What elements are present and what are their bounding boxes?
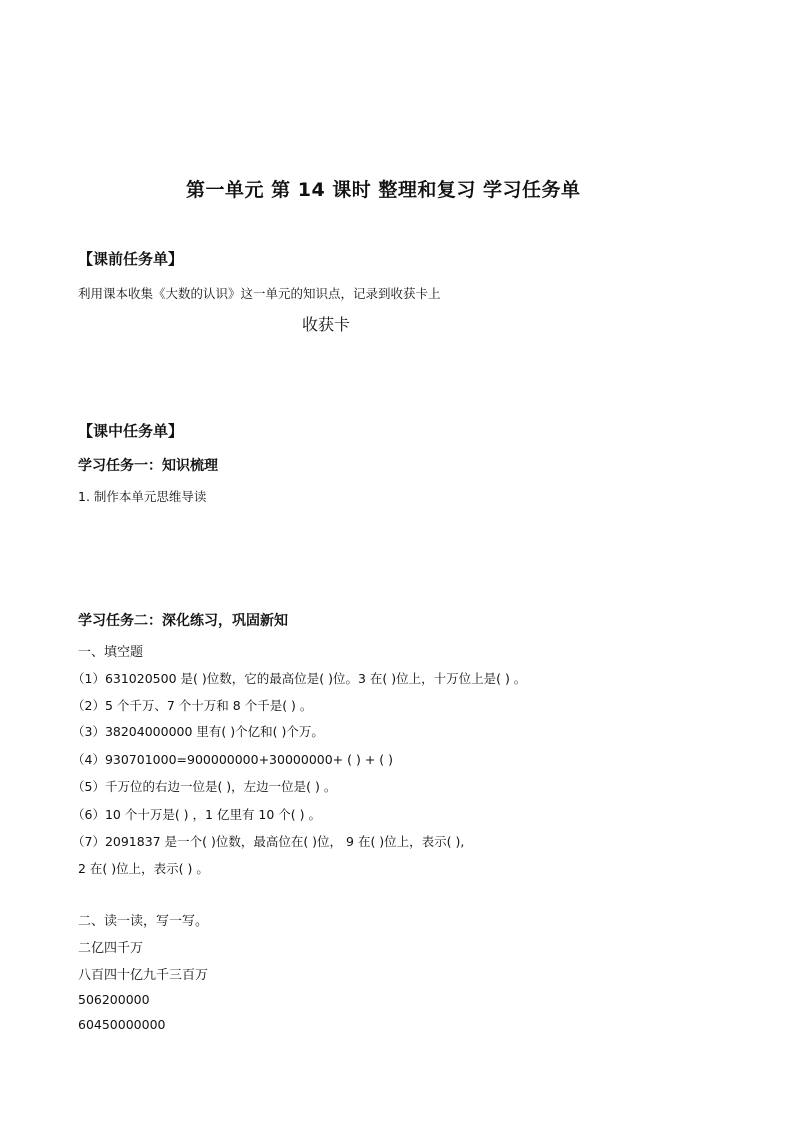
in-class-section-heading: 【课中任务单】: [78, 422, 184, 440]
pre-class-instruction: 利用课本收集《大数的认识》这一单元的知识点，记录到收获卡上: [78, 286, 441, 301]
read-write-item: 八百四十亿九千三百万: [78, 968, 209, 983]
fill-blank-question: （4）930701000=900000000+30000000+ ( ) + ( ): [72, 752, 393, 767]
harvest-card-title: 收获卡: [302, 315, 351, 334]
fill-blank-question: （3）38204000000 里有( )个亿和( )个万。: [72, 724, 324, 739]
fill-blank-question: （1）631020500 是( )位数，它的最高位是( )位。3 在( )位上，十万位上是( ) 。: [72, 671, 527, 686]
fill-blank-question: （7）2091837 是一个( )位数，最高位在( )位， 9 在( )位上，表示( ),: [72, 834, 465, 849]
read-write-item: 506200000: [78, 992, 150, 1007]
task-one-item: 1. 制作本单元思维导读: [78, 489, 207, 504]
fill-blank-question: （6）10 个十万是( ) ，1 亿里有 10 个( ) 。: [72, 807, 322, 822]
task-one-title: 学习任务一：知识梳理: [78, 458, 218, 474]
page-title: 第一单元 第 14 课时 整理和复习 学习任务单: [186, 179, 581, 201]
fill-blank-heading: 一、填空题: [78, 645, 144, 660]
fill-blank-question: （2）5 个千万、7 个十万和 8 个千是( ) 。: [72, 698, 313, 713]
fill-blank-question: （5）千万位的右边一位是( )，左边一位是( ) 。: [72, 779, 337, 794]
read-write-heading: 二、读一读，写一写。: [78, 914, 209, 929]
pre-class-section-heading: 【课前任务单】: [78, 250, 184, 268]
read-write-item: 二亿四千万: [78, 941, 144, 956]
read-write-item: 60450000000: [78, 1017, 166, 1032]
task-two-title: 学习任务二：深化练习，巩固新知: [78, 613, 288, 629]
fill-blank-question-continued: 2 在( )位上，表示( ) 。: [78, 861, 209, 876]
